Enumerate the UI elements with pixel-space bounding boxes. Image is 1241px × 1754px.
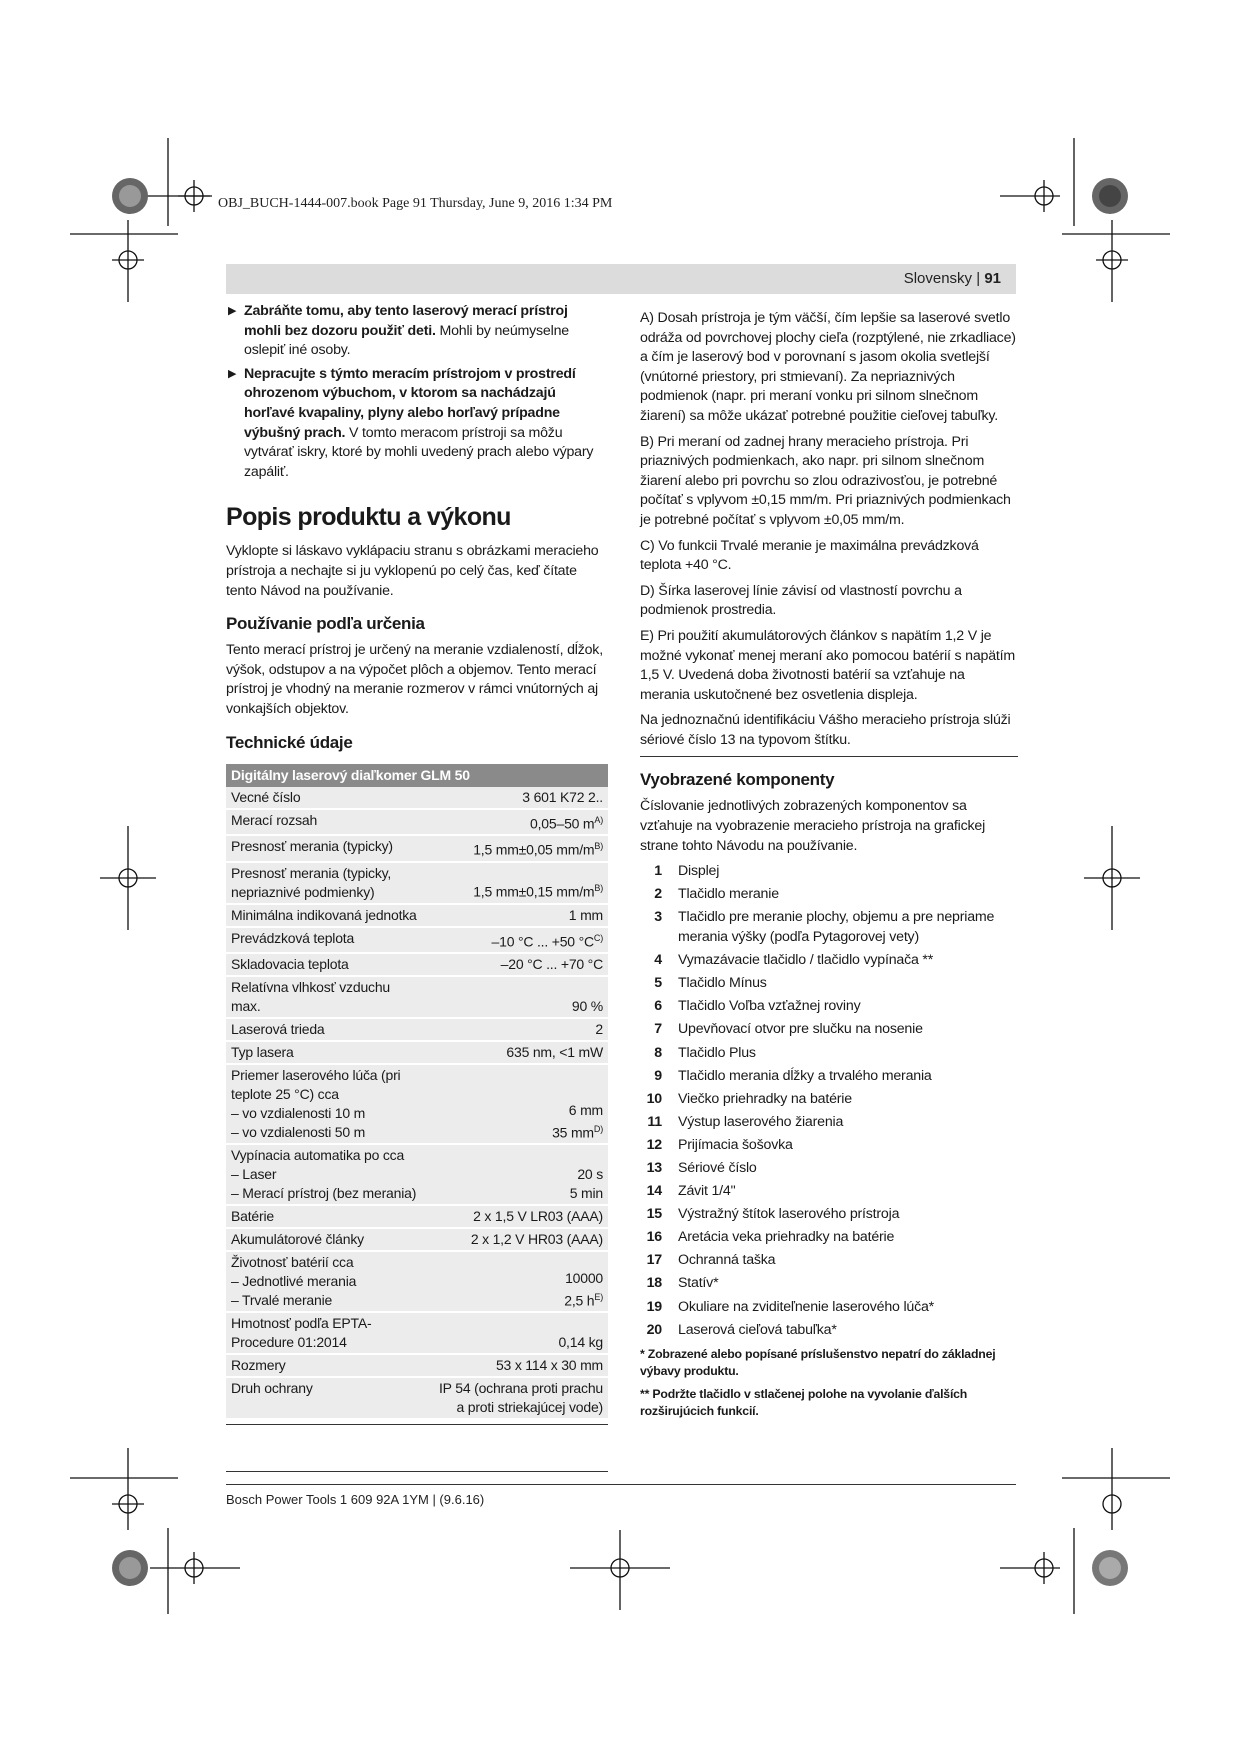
print-header: OBJ_BUCH-1444-007.book Page 91 Thursday, June 9, 2016 1:34 PM: [218, 196, 613, 211]
spec-value: [426, 1228, 608, 1251]
tech-heading: Technické údaje: [226, 732, 353, 752]
component-label: Prijímacia šošovka: [678, 1136, 793, 1153]
spec-label: Vecné číslo: [226, 787, 426, 809]
spec-value-text: 0,14 kg: [558, 1334, 603, 1351]
component-number: 1: [654, 863, 662, 880]
component-item: [640, 908, 1018, 947]
spec-label: Vypínacia automatika po cca – Laser – Merací prístroj (bez merania): [226, 1144, 426, 1205]
note-d: D) Šírka laserovej línie závisí od vlastností povrchu a podmienok prostredia.: [640, 582, 962, 619]
spec-value: [426, 953, 608, 976]
page-language: Slovensky: [903, 270, 973, 287]
spec-value: [426, 1064, 608, 1144]
spec-row: [226, 1205, 608, 1228]
spec-value: [426, 904, 608, 927]
component-item: [640, 1298, 1018, 1318]
component-number: 7: [654, 1021, 662, 1038]
spec-value-text: 20 s 5 min: [569, 1166, 603, 1202]
left-column: [226, 302, 608, 1472]
spec-value-text: 635 nm, <1 mW: [506, 1044, 603, 1061]
component-label: Sériové číslo: [678, 1159, 757, 1176]
spec-row: [226, 927, 608, 954]
warning-bold: Nepracujte s týmto meracím prístrojom v prostredí ohrozenom výbuchom, v ktorom sa nachádzajú horľavé kvapaliny, plyny alebo horľavý prípadne výbušný prach.: [244, 365, 576, 441]
spec-row: [226, 1377, 608, 1419]
warning-item: [226, 302, 608, 361]
component-item: [640, 1182, 1018, 1202]
spec-note-ref: E): [594, 1291, 603, 1302]
table-end-rule: [226, 1424, 608, 1425]
spec-label: Minimálna indikovaná jednotka: [226, 904, 426, 927]
spec-value: [426, 976, 608, 1018]
component-number: 2: [654, 886, 662, 903]
spec-label: Laserová trieda: [226, 1018, 426, 1041]
spec-value-text: 2: [595, 1021, 603, 1038]
note-a: A) Dosah prístroja je tým väčší, čím lepšie sa laserové svetlo odráža od povrchovej plochy cieľa (rozptýlené, nie zrkadliace) a čím je laserový bod v porovnaní s jasom okolia svetlejší (vnútorné priestory, pri stmievaní). Za nepriaznivých podmienok (napr. pri meraní vonku pri silnom slnečnom žiarení) sa môže ukázať potrebné použitie cieľovej tabuľky.: [640, 310, 1016, 424]
component-item: [640, 1274, 1018, 1294]
component-label: Ochranná taška: [678, 1252, 776, 1269]
component-number: 15: [646, 1206, 662, 1223]
spec-value-text: 1,5 mm±0,15 mm/m: [473, 883, 595, 900]
spec-table-title: Digitálny laserový diaľkomer GLM 50: [226, 764, 608, 787]
component-item: [640, 997, 1018, 1017]
component-label: Displej: [678, 863, 720, 880]
spec-label: Prevádzková teplota: [226, 927, 426, 954]
component-item: [640, 862, 1018, 882]
spec-value-text: –10 °C ... +50 °C: [491, 933, 594, 950]
component-number: 14: [646, 1183, 662, 1200]
warning-item: [226, 365, 608, 483]
component-number: 13: [646, 1159, 662, 1176]
spec-label: Batérie: [226, 1205, 426, 1228]
spec-row: [226, 1251, 608, 1312]
spec-label: Hmotnosť podľa EPTA-Procedure 01:2014: [226, 1312, 426, 1354]
components-list: [640, 862, 1018, 1340]
footnote: ** Podržte tlačidlo v stlačenej polohe na vyvolanie ďalších rozširujúcich funkcií.: [640, 1387, 968, 1419]
component-label: Tlačidlo pre meranie plochy, objemu a pre nepriame merania výšky (podľa Pytagorovej vety): [678, 909, 995, 946]
component-item: [640, 1205, 1018, 1225]
spec-row: [226, 1354, 608, 1377]
spec-value: [426, 1041, 608, 1064]
spec-value-text: 0,05–50 m: [530, 815, 595, 832]
component-label: Vymazávacie tlačidlo / tlačidlo vypínača **: [678, 952, 934, 969]
spec-value-text: 3 601 K72 2..: [522, 788, 603, 805]
component-number: 6: [654, 998, 662, 1015]
spec-row: [226, 787, 608, 809]
component-label: Okuliare na zviditeľnenie laserového lúča*: [678, 1298, 934, 1315]
spec-value-text: 6 mm 35 mm: [552, 1101, 603, 1141]
spec-note-ref: C): [593, 932, 603, 943]
spec-row: [226, 904, 608, 927]
component-number: 9: [654, 1067, 662, 1084]
spec-label: Akumulátorové články: [226, 1228, 426, 1251]
spec-row: [226, 1018, 608, 1041]
spec-row: [226, 976, 608, 1018]
component-label: Výstup laserového žiarenia: [678, 1113, 844, 1130]
component-item: [640, 885, 1018, 905]
components-heading: Vyobrazené komponenty: [640, 770, 835, 790]
spec-value-text: 90 %: [571, 998, 603, 1015]
footer: Bosch Power Tools 1 609 92A 1YM | (9.6.16): [226, 1492, 485, 1507]
spec-value: [426, 809, 608, 836]
spec-label: Druh ochrany: [226, 1377, 426, 1419]
spec-label: Typ lasera: [226, 1041, 426, 1064]
component-number: 20: [646, 1321, 662, 1338]
component-label: Tlačidlo Mínus: [678, 975, 767, 992]
component-item: [640, 1090, 1018, 1110]
component-number: 3: [654, 909, 662, 926]
use-text: Tento merací prístroj je určený na meranie vzdialeností, dĺžok, výšok, odstupov a na výpočet plôch a objemov. Tento merací prístroj je vhodný na meranie rozmerov v rámci vnútorných aj vonkajších objektov.: [226, 642, 603, 717]
component-item: [640, 1113, 1018, 1133]
component-item: [640, 951, 1018, 971]
spec-value-text: 2 x 1,2 V HR03 (AAA): [470, 1231, 603, 1248]
spec-value: [426, 862, 608, 904]
component-label: Viečko priehradky na batérie: [678, 1090, 852, 1107]
serial-note: Na jednoznačnú identifikáciu Vášho meracieho prístroja slúži sériové číslo 13 na typovom štítku.: [640, 712, 1011, 748]
component-number: 4: [654, 952, 662, 969]
spec-label: Skladovacia teplota: [226, 953, 426, 976]
footer-rule: [226, 1484, 1016, 1485]
component-label: Aretácia veka priehradky na batérie: [678, 1229, 895, 1246]
component-number: 5: [654, 975, 662, 992]
component-number: 12: [646, 1136, 662, 1153]
component-number: 17: [646, 1252, 662, 1269]
warning-bold: Zabráňte tomu, aby tento laserový merací prístroj mohli bez dozoru použiť deti.: [244, 303, 568, 339]
component-item: [640, 1044, 1018, 1064]
note-b: B) Pri meraní od zadnej hrany meracieho prístroja. Pri priaznivých podmienkach, ako napr. pri silnom slnečnom žiarení alebo pri povrchu so zlou odrazivosťou, je potrebné počítať s vplyvom ±0,15 mm/m. Pri priaznivých podmienkach je potrebné počítať s vplyvom ±0,05 mm/m.: [640, 433, 1011, 528]
spec-value-text: 1 mm: [568, 906, 603, 923]
component-item: [640, 1251, 1018, 1271]
component-label: Laserová cieľová tabuľka*: [678, 1321, 837, 1338]
spec-value-text: 53 x 114 x 30 mm: [495, 1357, 603, 1374]
component-label: Tlačidlo meranie: [678, 886, 779, 903]
spec-table: [226, 764, 608, 1421]
warning-text: Mohli by neúmyselne oslepiť iné osoby.: [244, 322, 569, 359]
spec-value: [426, 835, 608, 862]
component-number: 16: [646, 1229, 662, 1246]
spec-label: Relatívna vlhkosť vzduchu max.: [226, 976, 426, 1018]
spec-label: Rozmery: [226, 1354, 426, 1377]
spec-value: [426, 927, 608, 954]
component-number: 11: [647, 1113, 662, 1130]
component-item: [640, 1067, 1018, 1087]
component-item: [640, 1159, 1018, 1179]
spec-value: [426, 1144, 608, 1205]
spec-row: [226, 809, 608, 836]
component-label: Statív*: [678, 1275, 719, 1292]
spec-label: Priemer laserového lúča (pri teplote 25 °C) cca – vo vzdialenosti 10 m – vo vzdialenosti 50 m: [226, 1064, 426, 1144]
component-item: [640, 1228, 1018, 1248]
spec-value: [426, 787, 608, 809]
component-label: Tlačidlo Voľba vzťažnej roviny: [678, 998, 861, 1015]
component-item: [640, 1020, 1018, 1040]
component-label: Výstražný štítok laserového prístroja: [678, 1206, 900, 1223]
component-label: Tlačidlo Plus: [678, 1044, 756, 1061]
right-column: [640, 309, 1018, 1424]
spec-value-text: –20 °C ... +70 °C: [500, 956, 603, 973]
spec-label: Presnosť merania (typicky, nepriaznivé podmienky): [226, 862, 426, 904]
components-intro: Číslovanie jednotlivých zobrazených komponentov sa vzťahuje na vyobrazenie meracieho prístroja na grafickej strane tohto Návodu na používanie.: [640, 798, 986, 854]
spec-value: [426, 1312, 608, 1354]
header-band: [226, 264, 1016, 294]
spec-note-ref: D): [593, 1123, 603, 1134]
spec-value: [426, 1251, 608, 1312]
page-number: 91: [984, 270, 1001, 287]
spec-label: Životnosť batérií cca – Jednotlivé merania – Trvalé meranie: [226, 1251, 426, 1312]
spec-row: [226, 1041, 608, 1064]
spec-value: [426, 1377, 608, 1419]
spec-row: [226, 1312, 608, 1354]
component-label: Tlačidlo merania dĺžky a trvalého merania: [678, 1067, 932, 1084]
component-label: Upevňovací otvor pre slučku na nosenie: [678, 1021, 923, 1038]
spec-note-ref: B): [594, 841, 603, 852]
triangle-bullet-icon: ▶: [228, 367, 237, 380]
footnote: * Zobrazené alebo popísané príslušenstvo nepatrí do základnej výbavy produktu.: [640, 1347, 996, 1379]
component-item: [640, 1321, 1018, 1341]
spec-label: Merací rozsah: [226, 809, 426, 836]
spec-row: [226, 953, 608, 976]
spec-row: [226, 1144, 608, 1205]
section-title: Popis produktu a výkonu: [226, 503, 511, 532]
spec-value: [426, 1205, 608, 1228]
spec-value-text: 10000 2,5 h: [564, 1269, 603, 1309]
notes-rule: [640, 756, 1018, 757]
page-header: [904, 270, 1001, 287]
triangle-bullet-icon: ▶: [228, 305, 237, 317]
spec-value-text: 2 x 1,5 V LR03 (AAA): [473, 1208, 603, 1225]
note-c: C) Vo funkcii Trvalé meranie je maximálna prevádzková teplota +40 °C.: [640, 537, 979, 574]
use-heading: Používanie podľa určenia: [226, 614, 425, 634]
page-separator: |: [976, 270, 981, 287]
spec-value-text: IP 54 (ochrana proti prachu a proti striekajúcej vode): [438, 1380, 603, 1416]
spec-label: Presnosť merania (typicky): [226, 835, 426, 862]
component-item: [640, 974, 1018, 994]
intro-text: Vyklopte si láskavo vyklápaciu stranu s obrázkami meracieho prístroja a nechajte si ju vyklopenú po celý čas, keď čítate tento Návod na používanie.: [226, 543, 599, 599]
note-e: E) Pri použití akumulátorových článkov s napätím 1,2 V je možné vykonať menej meraní ako pomocou batérií s napätím 1,5 V. Uvedená doba životnosti batérií sa vzťahuje na merania uskutočnené bez osvetlenia displeja.: [640, 627, 1016, 703]
column-end-rule: [226, 1471, 608, 1472]
spec-row: [226, 1064, 608, 1144]
component-item: [640, 1136, 1018, 1156]
component-number: 8: [654, 1044, 662, 1061]
component-label: Závit 1/4": [678, 1183, 736, 1200]
component-number: 10: [646, 1090, 662, 1107]
spec-note-ref: B): [594, 883, 603, 894]
spec-row: [226, 862, 608, 904]
spec-value: [426, 1018, 608, 1041]
spec-note-ref: A): [594, 814, 603, 825]
spec-value-text: 1,5 mm±0,05 mm/m: [473, 841, 595, 858]
warning-text: V tomto meracom prístroji sa môžu vytvárať iskry, ktoré by mohli uvedený prach alebo výpary zapáliť.: [244, 424, 594, 480]
component-number: 18: [646, 1275, 662, 1292]
spec-row: [226, 1228, 608, 1251]
spec-row: [226, 835, 608, 862]
component-number: 19: [646, 1298, 662, 1315]
spec-value: [426, 1354, 608, 1377]
